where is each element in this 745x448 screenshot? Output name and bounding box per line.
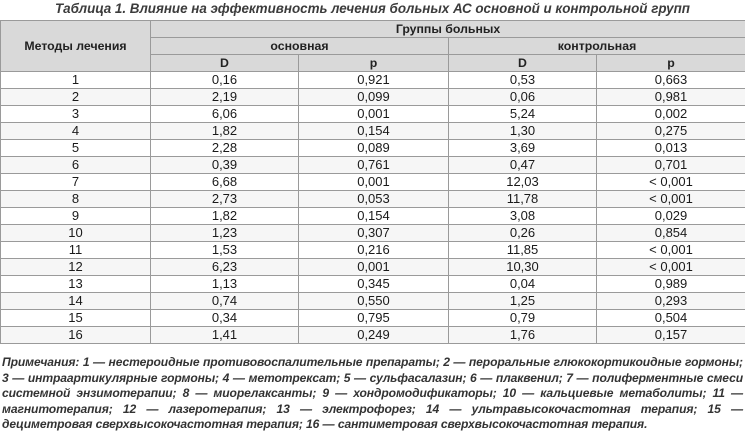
main-d-cell: 1,82 [151,123,299,140]
control-d-cell: 3,08 [449,208,597,225]
main-d-cell: 1,23 [151,225,299,242]
method-number-cell: 8 [1,191,151,208]
method-number-cell: 6 [1,157,151,174]
table-row [1,157,745,174]
method-number-cell: 1 [1,72,151,89]
method-number-cell: 12 [1,259,151,276]
results-table [0,20,745,344]
main-p-cell: 0,216 [299,242,449,259]
control-d-cell: 1,25 [449,293,597,310]
main-p-cell: 0,053 [299,191,449,208]
main-d-cell: 6,68 [151,174,299,191]
table-row [1,276,745,293]
control-p-cell: 0,029 [597,208,745,225]
main-p-cell: 0,307 [299,225,449,242]
control-d-cell: 5,24 [449,106,597,123]
control-d-cell: 10,30 [449,259,597,276]
main-p-cell: 0,099 [299,89,449,106]
control-p-cell: 0,701 [597,157,745,174]
method-number-cell: 4 [1,123,151,140]
control-p-cell: 0,293 [597,293,745,310]
header-group-control: контрольная [449,38,745,55]
control-p-cell: 0,663 [597,72,745,89]
method-number-cell: 15 [1,310,151,327]
method-number-cell: 13 [1,276,151,293]
main-p-cell: 0,921 [299,72,449,89]
main-d-cell: 2,28 [151,140,299,157]
control-p-cell: 0,275 [597,123,745,140]
control-p-cell: < 0,001 [597,174,745,191]
main-d-cell: 6,06 [151,106,299,123]
header-main-d: D [151,55,299,72]
control-p-cell: < 0,001 [597,191,745,208]
table-row [1,208,745,225]
main-p-cell: 0,249 [299,327,449,344]
control-d-cell: 1,76 [449,327,597,344]
main-p-cell: 0,001 [299,106,449,123]
main-d-cell: 0,34 [151,310,299,327]
main-p-cell: 0,761 [299,157,449,174]
control-p-cell: 0,981 [597,89,745,106]
control-p-cell: 0,504 [597,310,745,327]
table-row [1,191,745,208]
control-d-cell: 11,78 [449,191,597,208]
main-d-cell: 0,74 [151,293,299,310]
main-p-cell: 0,001 [299,259,449,276]
control-p-cell: < 0,001 [597,259,745,276]
method-number-cell: 2 [1,89,151,106]
control-p-cell: 0,157 [597,327,745,344]
method-number-cell: 16 [1,327,151,344]
table-caption: Таблица 1. Влияние на эффективность лечения больных АС основной и контрольной групп [55,1,690,16]
table-notes: Примечания: 1 — нестероидные противовоспалительные препараты; 2 — пероральные глюкокортикоидные гормоны; 3 — интраартикулярные гормоны; 4 — метотрексат; 5 — сульфасалазин; 6 — плаквенил; 7 — полиферментные смеси системной энзимотерапии; 8 — миорелаксанты; 9 — хондромодификаторы; 10 — кальциевые метаболиты; 11 — магнитотерапия; 12 — лазеротерапия; 13 — электрофорез; 14 — ультравысокочастотная терапия; 15 — дециметровая сверхвысокочастотная терапия; 16 — сантиметровая сверхвысокочастотная терапия. [2,355,743,431]
table-row [1,140,745,157]
main-p-cell: 0,089 [299,140,449,157]
main-p-cell: 0,001 [299,174,449,191]
main-p-cell: 0,154 [299,123,449,140]
header-main-p: p [299,55,449,72]
method-number-cell: 9 [1,208,151,225]
control-d-cell: 12,03 [449,174,597,191]
control-d-cell: 11,85 [449,242,597,259]
method-number-cell: 5 [1,140,151,157]
main-d-cell: 6,23 [151,259,299,276]
control-d-cell: 0,04 [449,276,597,293]
header-groups: Группы больных [151,21,745,38]
header-group-main: основная [151,38,449,55]
method-number-cell: 14 [1,293,151,310]
method-number-cell: 7 [1,174,151,191]
control-p-cell: < 0,001 [597,242,745,259]
main-p-cell: 0,345 [299,276,449,293]
main-p-cell: 0,154 [299,208,449,225]
main-p-cell: 0,550 [299,293,449,310]
main-d-cell: 1,13 [151,276,299,293]
main-d-cell: 1,82 [151,208,299,225]
control-d-cell: 0,06 [449,89,597,106]
control-p-cell: 0,854 [597,225,745,242]
control-p-cell: 0,002 [597,106,745,123]
table-row [1,89,745,106]
table-row [1,259,745,276]
table-row [1,225,745,242]
control-d-cell: 0,47 [449,157,597,174]
main-d-cell: 1,41 [151,327,299,344]
table-row [1,327,745,344]
table-row [1,123,745,140]
main-d-cell: 2,19 [151,89,299,106]
control-d-cell: 0,79 [449,310,597,327]
control-d-cell: 0,26 [449,225,597,242]
control-d-cell: 0,53 [449,72,597,89]
control-d-cell: 1,30 [449,123,597,140]
main-d-cell: 0,16 [151,72,299,89]
main-d-cell: 0,39 [151,157,299,174]
method-number-cell: 3 [1,106,151,123]
control-p-cell: 0,989 [597,276,745,293]
control-p-cell: 0,013 [597,140,745,157]
table-row [1,293,745,310]
table-row [1,174,745,191]
main-p-cell: 0,795 [299,310,449,327]
control-d-cell: 3,69 [449,140,597,157]
header-control-p: p [597,55,745,72]
table-body [1,72,745,344]
main-d-cell: 1,53 [151,242,299,259]
table-row [1,242,745,259]
method-number-cell: 11 [1,242,151,259]
method-number-cell: 10 [1,225,151,242]
table-row [1,310,745,327]
table-row [1,106,745,123]
header-control-d: D [449,55,597,72]
table-row [1,72,745,89]
main-d-cell: 2,73 [151,191,299,208]
header-methods: Методы лечения [1,21,151,72]
